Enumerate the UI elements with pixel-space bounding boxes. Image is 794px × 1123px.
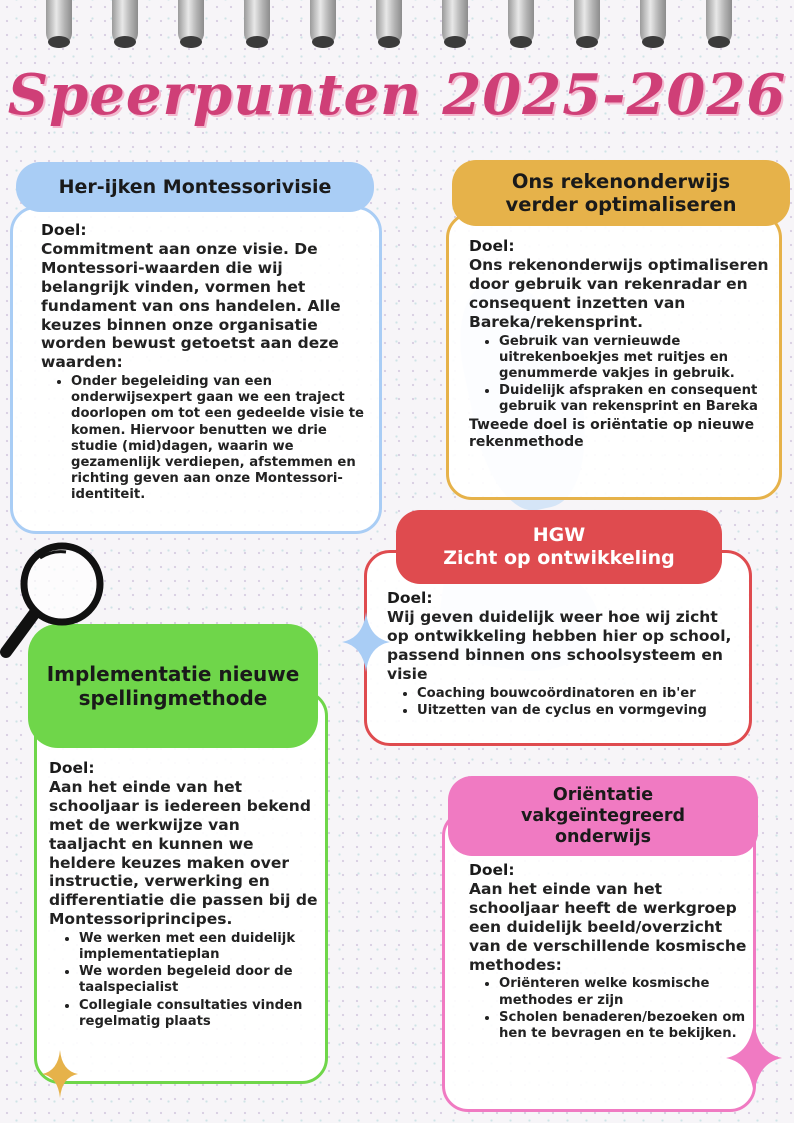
heading-montessori xyxy=(16,162,374,212)
binding-hole xyxy=(312,36,334,48)
goal-text: Ons rekenonderwijs optimaliseren door gebruik van rekenradar en consequent inzetten van Bareka/rekensprint. xyxy=(469,255,769,331)
heading-hgw xyxy=(396,510,722,584)
goal-text: Wij geven duidelijk weer hoe wij zicht op ontwikkeling hebben hier op school, passend binnen ons schoolsysteem en visie xyxy=(387,607,732,683)
heading-text: Zicht op ontwikkeling xyxy=(443,547,675,569)
list-item: • Coaching bouwcoördinatoren en ib'er xyxy=(417,686,743,702)
heading-text: onderwijs xyxy=(554,826,652,847)
heading-text: Implementatie nieuwe xyxy=(46,662,300,686)
goal-text: Commitment aan onze visie. De Montessori-waarden die wij belangrijk vinden, vormen het fundament van ons handelen. Alle keuzes binnen onze organisatie worden bewust getoetst aan deze waarden: xyxy=(41,239,341,372)
heading-text: spellingmethode xyxy=(78,686,268,710)
page-title: Speerpunten 2025-2026 xyxy=(7,62,787,128)
heading-text: vakgeïntegreerd xyxy=(521,805,685,826)
card-rekenen xyxy=(446,212,782,500)
list-item: • We worden begeleid door de taalspecialist xyxy=(79,964,319,996)
binding-hole xyxy=(378,36,400,48)
doel-label: Doel: xyxy=(469,861,515,879)
sparkle-icon xyxy=(42,1050,78,1098)
binding-hole xyxy=(444,36,466,48)
card-montessori-body xyxy=(41,221,371,504)
list-item: • Gebruik van vernieuwde uitrekenboekjes met ruitjes en genummerde vakjes in gebruik. xyxy=(499,334,769,382)
heading-vakgeintegreerd xyxy=(448,776,758,856)
list-item: • We werken met een duidelijk implementatieplan xyxy=(79,931,319,963)
binding-hole xyxy=(114,36,136,48)
sparkle-icon xyxy=(342,612,390,672)
goal-text: Aan het einde van het schooljaar is iedereen bekend met de werkwijze van taaljacht en kunnen we heldere keuzes maken over instructie, verwerking en differentiatie die passen bij de Montessoriprincipes. xyxy=(49,777,318,929)
list-item: • Onder begeleiding van een onderwijsexpert gaan we een traject doorlopen om tot een gedeelde visie te komen. Hiervoor benutten we drie studie (mid)dagen, waarin we gezamenlijk verdiepen, afstemmen en richting geven aan onze Montessori-identiteit. xyxy=(71,374,371,503)
bullet-list xyxy=(387,686,743,719)
heading-text: verder optimaliseren xyxy=(505,193,737,216)
binding-hole xyxy=(180,36,202,48)
doel-label: Doel: xyxy=(387,589,433,607)
list-item: • Scholen benaderen/bezoeken om hen te bevragen en te bekijken. xyxy=(499,1010,747,1042)
list-item: • Collegiale consultaties vinden regelmatig plaats xyxy=(79,998,319,1030)
extra-goal-text: Tweede doel is oriëntatie op nieuwe rekenmethode xyxy=(469,417,755,451)
list-item: • Uitzetten van de cyclus en vormgeving xyxy=(417,703,743,719)
heading-text: Ons rekenonderwijs xyxy=(511,169,731,193)
bullet-list xyxy=(41,374,371,503)
goal-text: Aan het einde van het schooljaar heeft de werkgroep een duidelijk beeld/overzicht van de verschillende kosmische methodes: xyxy=(469,879,747,974)
bullet-list xyxy=(49,931,319,1030)
card-hgw-body xyxy=(387,589,743,720)
card-spelling-body xyxy=(49,759,319,1031)
doel-label: Doel: xyxy=(469,237,515,255)
card-rekenen-body xyxy=(469,237,769,451)
bullet-list xyxy=(469,976,747,1041)
card-montessori xyxy=(10,206,382,534)
binding-hole xyxy=(48,36,70,48)
list-item: • Oriënteren welke kosmische methodes er zijn xyxy=(499,976,747,1008)
binding-hole xyxy=(642,36,664,48)
binding-hole xyxy=(246,36,268,48)
doel-label: Doel: xyxy=(49,759,95,777)
magnifying-glass-icon xyxy=(0,528,120,668)
doel-label: Doel: xyxy=(41,221,87,239)
binding-hole xyxy=(708,36,730,48)
heading-rekenen xyxy=(452,160,790,226)
list-item: • Duidelijk afspraken en consequent gebruik van rekensprint en Bareka xyxy=(499,383,769,415)
sparkle-icon xyxy=(726,1020,782,1096)
heading-text: Her-ijken Montessorivisie xyxy=(58,175,332,198)
card-vakgeintegreerd-body xyxy=(469,861,747,1043)
card-spelling xyxy=(34,690,328,1084)
binding-hole xyxy=(576,36,598,48)
heading-text: Oriëntatie xyxy=(552,784,654,805)
heading-text: HGW xyxy=(532,524,586,547)
bullet-list xyxy=(469,334,769,415)
binding-hole xyxy=(510,36,532,48)
